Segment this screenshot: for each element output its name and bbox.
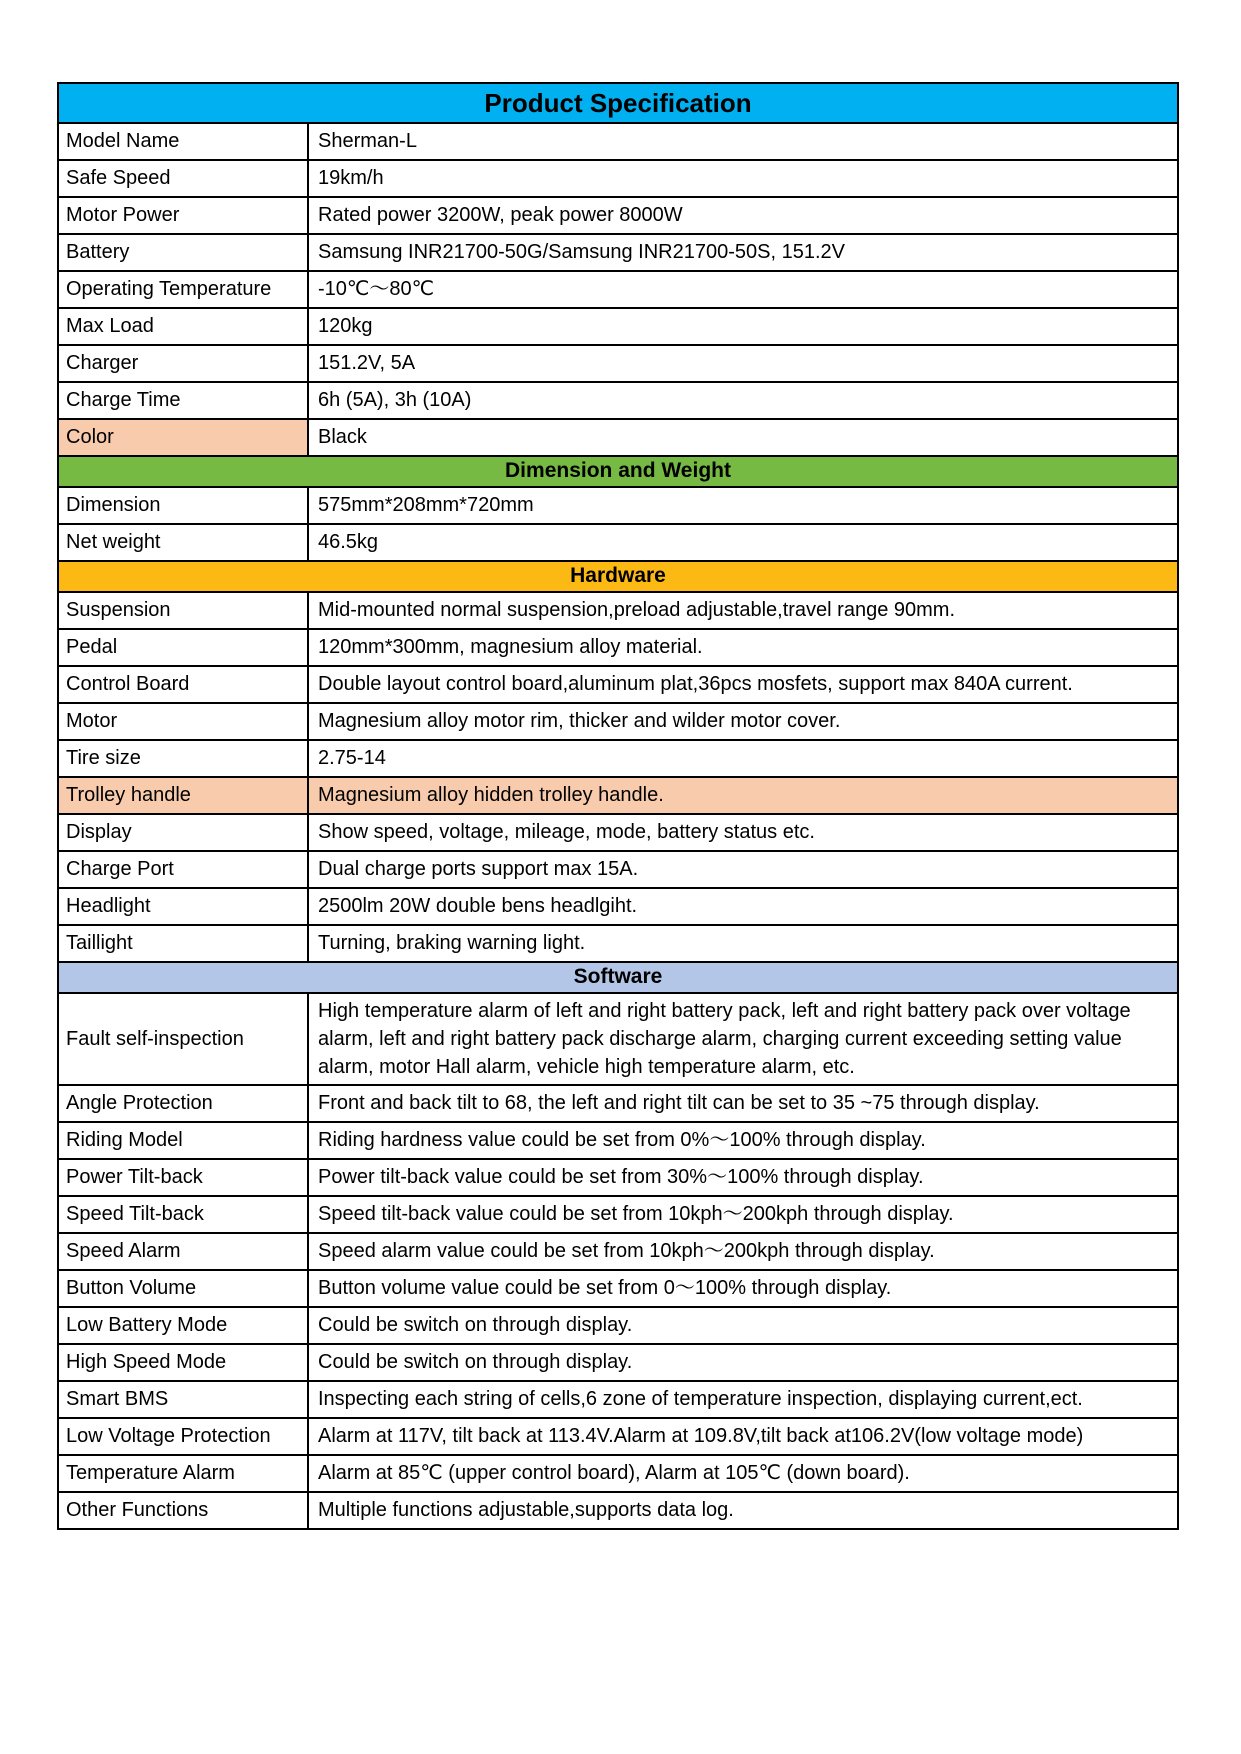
row-label: Charger — [58, 345, 308, 382]
row-label: Riding Model — [58, 1122, 308, 1159]
row-label: Smart BMS — [58, 1381, 308, 1418]
row-label: Pedal — [58, 629, 308, 666]
row-value: Button volume value could be set from 0～100% through display. — [308, 1270, 1178, 1307]
row-value: High temperature alarm of left and right battery pack, left and right battery pack over voltage alarm, left and right battery pack discharge alarm, charging current exceeding setting value alarm, motor Hall alarm, vehicle high temperature alarm, etc. — [308, 993, 1178, 1085]
row-value: Show speed, voltage, mileage, mode, battery status etc. — [308, 814, 1178, 851]
row-label: Motor — [58, 703, 308, 740]
spec-row-temperature-alarm — [58, 1455, 1178, 1492]
product-spec-table — [57, 82, 1179, 1530]
spec-row-control-board — [58, 666, 1178, 703]
row-value: Turning, braking warning light. — [308, 925, 1178, 962]
row-value: 2.75-14 — [308, 740, 1178, 777]
section-header-dimension-and-weight: Dimension and Weight — [58, 456, 1178, 487]
row-value: Rated power 3200W, peak power 8000W — [308, 197, 1178, 234]
spec-row-pedal — [58, 629, 1178, 666]
row-value: Sherman-L — [308, 123, 1178, 160]
spec-row-tire-size — [58, 740, 1178, 777]
row-value: Alarm at 117V, tilt back at 113.4V.Alarm at 109.8V,tilt back at106.2V(low voltage mode) — [308, 1418, 1178, 1455]
row-value: Mid-mounted normal suspension,preload adjustable,travel range 90mm. — [308, 592, 1178, 629]
row-label: Dimension — [58, 487, 308, 524]
spec-row-fault-self-inspection — [58, 993, 1178, 1085]
section-header-row — [58, 561, 1178, 592]
row-value: 46.5kg — [308, 524, 1178, 561]
row-value: -10℃～80℃ — [308, 271, 1178, 308]
section-header-row — [58, 456, 1178, 487]
row-label: Net weight — [58, 524, 308, 561]
row-label: Suspension — [58, 592, 308, 629]
spec-row-display — [58, 814, 1178, 851]
row-value: Alarm at 85℃ (upper control board), Alarm at 105℃ (down board). — [308, 1455, 1178, 1492]
row-value: 575mm*208mm*720mm — [308, 487, 1178, 524]
row-label: Max Load — [58, 308, 308, 345]
spec-row-charge-port — [58, 851, 1178, 888]
spec-row-safe-speed — [58, 160, 1178, 197]
row-label: Speed Tilt-back — [58, 1196, 308, 1233]
row-label: Speed Alarm — [58, 1233, 308, 1270]
row-value: Black — [308, 419, 1178, 456]
spec-row-operating-temperature — [58, 271, 1178, 308]
spec-row-taillight — [58, 925, 1178, 962]
spec-row-dimension — [58, 487, 1178, 524]
spec-row-smart-bms — [58, 1381, 1178, 1418]
row-label: Charge Time — [58, 382, 308, 419]
row-value: Magnesium alloy motor rim, thicker and wilder motor cover. — [308, 703, 1178, 740]
spec-row-max-load — [58, 308, 1178, 345]
row-value: 6h (5A), 3h (10A) — [308, 382, 1178, 419]
spec-row-charge-time — [58, 382, 1178, 419]
spec-row-other-functions — [58, 1492, 1178, 1529]
row-value: Magnesium alloy hidden trolley handle. — [308, 777, 1178, 814]
row-label: Angle Protection — [58, 1085, 308, 1122]
spec-table-body — [58, 83, 1178, 1529]
section-header-row — [58, 962, 1178, 993]
row-label: Control Board — [58, 666, 308, 703]
row-value: Power tilt-back value could be set from 30%～100% through display. — [308, 1159, 1178, 1196]
row-label: Model Name — [58, 123, 308, 160]
spec-row-power-tilt-back — [58, 1159, 1178, 1196]
spec-row-motor-power — [58, 197, 1178, 234]
row-value: Multiple functions adjustable,supports data log. — [308, 1492, 1178, 1529]
row-value: Dual charge ports support max 15A. — [308, 851, 1178, 888]
row-label: Other Functions — [58, 1492, 308, 1529]
row-label: High Speed Mode — [58, 1344, 308, 1381]
row-label: Operating Temperature — [58, 271, 308, 308]
row-label: Tire size — [58, 740, 308, 777]
spec-row-color — [58, 419, 1178, 456]
row-value: Double layout control board,aluminum plat,36pcs mosfets, support max 840A current. — [308, 666, 1178, 703]
row-label: Safe Speed — [58, 160, 308, 197]
spec-row-net-weight — [58, 524, 1178, 561]
row-value: 2500lm 20W double bens headlgiht. — [308, 888, 1178, 925]
row-label: Trolley handle — [58, 777, 308, 814]
row-label: Temperature Alarm — [58, 1455, 308, 1492]
row-label: Taillight — [58, 925, 308, 962]
spec-row-battery — [58, 234, 1178, 271]
row-label: Fault self-inspection — [58, 993, 308, 1085]
table-title: Product Specification — [58, 83, 1178, 123]
row-value: 120kg — [308, 308, 1178, 345]
row-value: Samsung INR21700-50G/Samsung INR21700-50S, 151.2V — [308, 234, 1178, 271]
spec-row-headlight — [58, 888, 1178, 925]
section-header-software: Software — [58, 962, 1178, 993]
spec-row-motor — [58, 703, 1178, 740]
spec-row-riding-model — [58, 1122, 1178, 1159]
spec-row-charger — [58, 345, 1178, 382]
row-label: Charge Port — [58, 851, 308, 888]
row-label: Button Volume — [58, 1270, 308, 1307]
spec-row-low-voltage-protection — [58, 1418, 1178, 1455]
row-value: Inspecting each string of cells,6 zone of temperature inspection, displaying current,ect. — [308, 1381, 1178, 1418]
row-value: Could be switch on through display. — [308, 1344, 1178, 1381]
spec-row-suspension — [58, 592, 1178, 629]
section-header-hardware: Hardware — [58, 561, 1178, 592]
row-label: Headlight — [58, 888, 308, 925]
row-value: 120mm*300mm, magnesium alloy material. — [308, 629, 1178, 666]
title-row — [58, 83, 1178, 123]
row-value: Speed alarm value could be set from 10kph～200kph through display. — [308, 1233, 1178, 1270]
row-label: Low Voltage Protection — [58, 1418, 308, 1455]
row-label: Display — [58, 814, 308, 851]
row-value: 151.2V, 5A — [308, 345, 1178, 382]
row-label: Motor Power — [58, 197, 308, 234]
row-value: Front and back tilt to 68, the left and right tilt can be set to 35 ~75 through display. — [308, 1085, 1178, 1122]
row-value: Could be switch on through display. — [308, 1307, 1178, 1344]
row-label: Low Battery Mode — [58, 1307, 308, 1344]
spec-row-speed-alarm — [58, 1233, 1178, 1270]
spec-row-high-speed-mode — [58, 1344, 1178, 1381]
row-label: Color — [58, 419, 308, 456]
spec-row-button-volume — [58, 1270, 1178, 1307]
spec-row-angle-protection — [58, 1085, 1178, 1122]
row-value: Riding hardness value could be set from 0%～100% through display. — [308, 1122, 1178, 1159]
row-label: Power Tilt-back — [58, 1159, 308, 1196]
spec-row-low-battery-mode — [58, 1307, 1178, 1344]
row-value: Speed tilt-back value could be set from 10kph～200kph through display. — [308, 1196, 1178, 1233]
spec-row-trolley-handle — [58, 777, 1178, 814]
row-value: 19km/h — [308, 160, 1178, 197]
spec-row-speed-tilt-back — [58, 1196, 1178, 1233]
spec-row-model-name — [58, 123, 1178, 160]
row-label: Battery — [58, 234, 308, 271]
